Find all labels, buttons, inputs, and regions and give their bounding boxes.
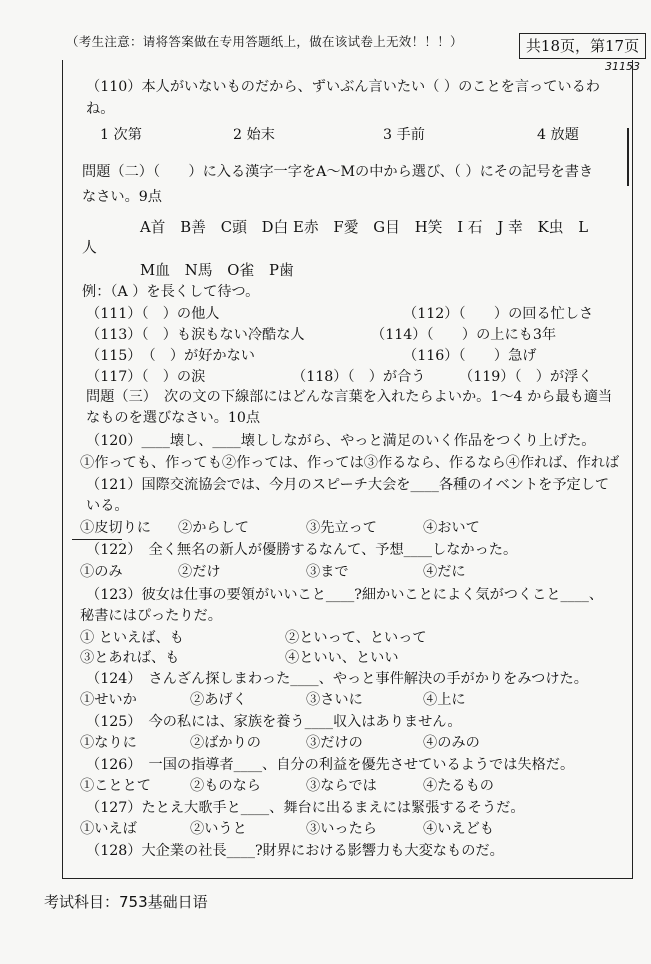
q124-option-1: ①せいか — [80, 692, 137, 708]
q121-option-3: ③先立って — [306, 520, 377, 536]
q126-option-2: ②ものなら — [190, 778, 261, 794]
q122-stem: （122） 全く無名の新人が優勝するなんて、予想____しなかった。 — [86, 542, 518, 558]
q117: （117）（ ）の涙 — [86, 369, 206, 385]
q127-option-4: ④いえども — [423, 821, 494, 837]
q116: （116）（ ）急げ — [403, 348, 537, 364]
page-number-box: 共18页，第17页 — [519, 33, 646, 59]
q110-option-2: 2 始末 — [233, 127, 275, 143]
section2-heading-line2: なさい。9点 — [82, 189, 162, 205]
q110-option-4: 4 放題 — [537, 127, 579, 143]
q122-option-1: ①のみ — [80, 564, 123, 580]
q111: （111）（ ）の他人 — [86, 306, 220, 322]
q123-option-3: ③とあれば、も — [80, 650, 180, 666]
exam-subject: 考试科目：753基础日语 — [44, 893, 208, 911]
q122-option-3: ③まで — [306, 564, 349, 580]
q124-option-4: ④上に — [423, 692, 466, 708]
q112: （112）（ ）の回る忙しさ — [403, 306, 594, 322]
q121-line2: いる。 — [86, 498, 129, 514]
q125-option-2: ②ばかりの — [190, 735, 261, 751]
q126-option-1: ①こととて — [80, 778, 151, 794]
kanji-choices-line1: A首 B善 C頭 D白 E赤 F愛 G目 H笑 I 石 J 幸 K虫 L — [140, 219, 589, 236]
q123-line1: （123）彼女は仕事の要領がいいこと____?細かいことによく気がつくこと____、 — [86, 587, 604, 603]
q121-option-2: ②からして — [178, 520, 249, 536]
q125-option-3: ③だけの — [306, 735, 363, 751]
q113: （113）（ ）も涙もない冷酷な人 — [86, 327, 305, 343]
q126-option-4: ④たるもの — [423, 778, 494, 794]
q125-option-1: ①なりに — [80, 735, 137, 751]
q123-option-2: ②といって、といって — [285, 630, 427, 646]
q123-option-4: ④といい、といい — [285, 650, 399, 666]
q122-option-4: ④だに — [423, 564, 466, 580]
q127-option-1: ①いえば — [80, 821, 137, 837]
q126-option-3: ③ならでは — [306, 778, 377, 794]
margin-mark — [627, 128, 629, 186]
q124-option-3: ③さいに — [306, 692, 363, 708]
q124-option-2: ②あげく — [190, 692, 247, 708]
q126-stem: （126） 一国の指導者____、自分の利益を優先させているようでは失格だ。 — [86, 757, 575, 773]
exam-notice: （考生注意：请将答案做在专用答题纸上，做在该试卷上无效！！！） — [66, 34, 463, 49]
q114: （114）（ ）の上にも3年 — [371, 327, 557, 343]
q115: （115） （ ）が好かない — [86, 348, 255, 364]
q110-line1: （110）本人がいないものだから、ずいぶん言いたい（ ）のことを言っているわ — [86, 79, 600, 95]
q128-stem: （128）大企業の社長____?財界における影響力も大変なものだ。 — [86, 843, 504, 859]
q110-line2: ね。 — [86, 101, 115, 117]
q127-option-3: ③いったら — [306, 821, 377, 837]
q125-option-4: ④のみの — [423, 735, 480, 751]
q127-option-2: ②いうと — [190, 821, 247, 837]
q121-option-1: ①皮切りに — [80, 520, 151, 536]
q120-stem: （120）____壊し、____壊ししながら、やっと満足のいく作品をつくり上げた。 — [86, 433, 596, 449]
section2-heading-line1: 問題（二）（ ）に入る漢字一字をA～Mの中から選び、（ ）にその記号を書き — [82, 164, 594, 180]
section3-heading-line1: 問題（三） 次の文の下線部にはどんな言葉を入れたらよいか。1～4 から最も適当 — [86, 389, 613, 405]
q124-stem: （124） さんざん探しまわった____、やっと事件解決の手がかりをみつけた。 — [86, 671, 588, 687]
exam-code: 31153 — [605, 60, 640, 73]
q118: （118）（ ）が合う — [292, 369, 426, 385]
kanji-choices-line1-wrap: 人 — [82, 239, 97, 256]
q110-option-3: 3 手前 — [383, 127, 425, 143]
q122-option-2: ②だけ — [178, 564, 221, 580]
q119: （119）（ ）が浮く — [459, 369, 593, 385]
q127-stem: （127）たとえ大歌手と____、舞台に出るまえには緊張するそうだ。 — [86, 800, 525, 816]
q125-stem: （125） 今の私には、家族を養う____収入はありません。 — [86, 714, 462, 730]
kanji-choices-line2: M血 N馬 O雀 P歯 — [140, 262, 294, 279]
q121-option-4: ④おいて — [423, 520, 480, 536]
q123-line2: 秘書にはぴったりだ。 — [80, 608, 222, 624]
q123-option-1: ① といえば、も — [80, 630, 184, 646]
q110-option-1: 1 次第 — [100, 127, 142, 143]
section2-example: 例：（A ）を長くして待つ。 — [82, 284, 260, 300]
section3-heading-line2: なものを選びなさい。10点 — [86, 410, 261, 426]
q121-line1: （121）国際交流協会では、今月のスピーチ大会を____各種のイベントを予定して — [86, 477, 610, 493]
q120-options: ①作っても、作っても②作っては、作っては③作るなら、作るなら④作れば、作れば — [80, 455, 620, 471]
